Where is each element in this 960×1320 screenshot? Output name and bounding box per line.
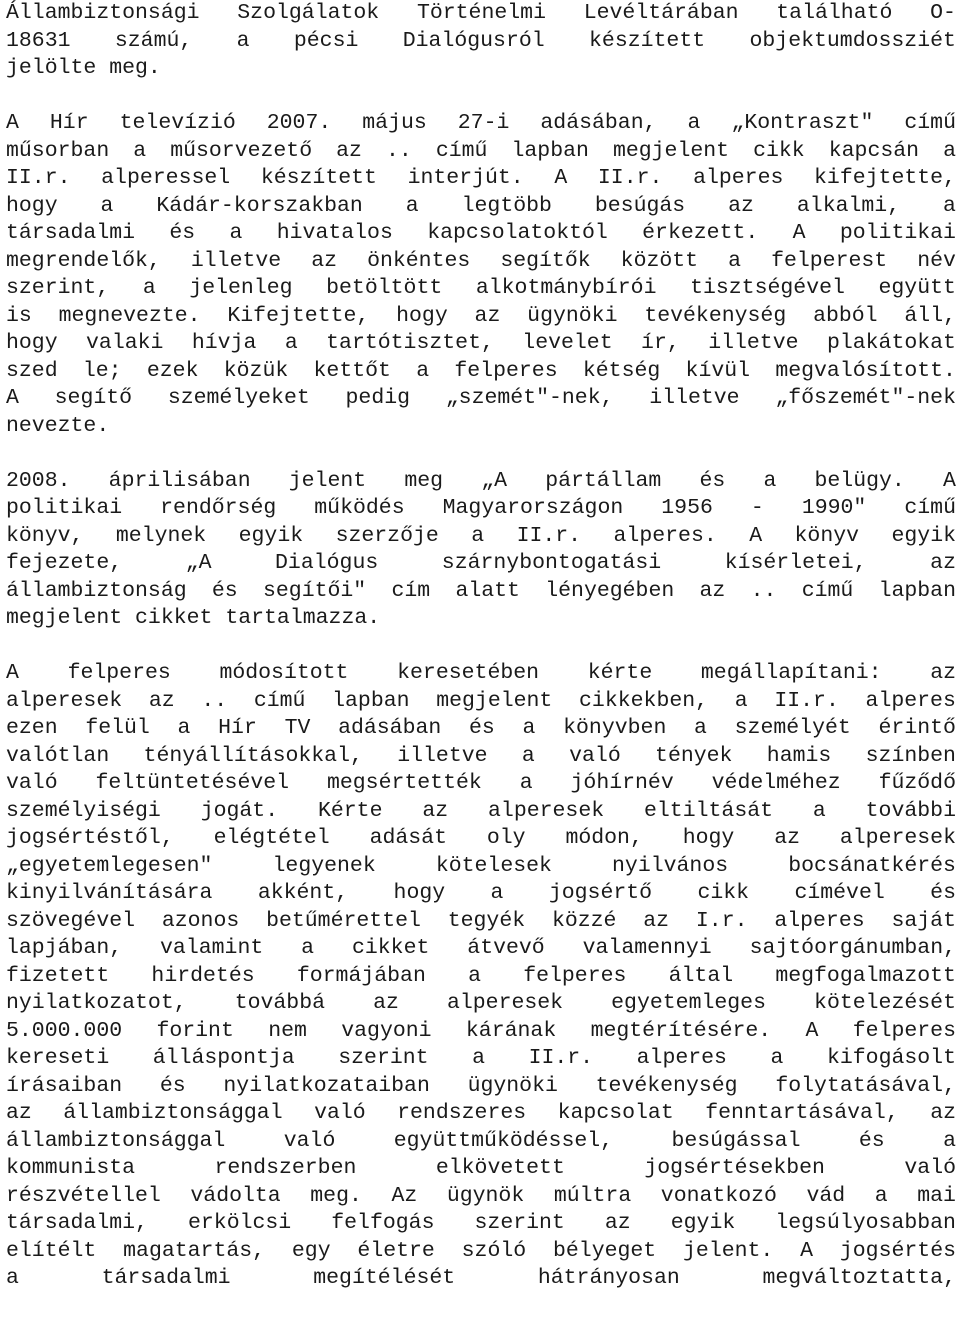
text-line: lapjában, valamint a cikket átvevő valamennyi sajtóorgánumban, xyxy=(6,936,956,960)
text-line: műsorban a műsorvezető az .. című lapban megjelent cikk kapcsán a xyxy=(6,138,956,163)
text-line: írásaiban és nyilatkozataiban ügynöki tevékenység folytatásával, xyxy=(6,1073,956,1098)
text-line: 18631 számú, a pécsi Dialógusról készített objektumdossziét xyxy=(6,28,956,53)
text-line: az állambiztonsággal való rendszeres kapcsolat fenntartásával, az xyxy=(6,1101,956,1125)
paragraph xyxy=(6,468,956,633)
text-line: politikai rendőrség működés Magyarországon 1956 - 1990" című xyxy=(6,496,956,520)
document-page xyxy=(6,0,956,1320)
text-line: szed le; ezek közük kettőt a felperes kétség kívül megvalósított. xyxy=(6,358,956,383)
text-line: ezen felül a Hír TV adásában és a könyvben a személyét érintő xyxy=(6,716,956,740)
text-line: társadalmi, erkölcsi felfogás szerint az egyik legsúlyosabban xyxy=(6,1211,956,1235)
text-line: A segítő személyeket pedig „szemét"-nek, illetve „főszemét"-nek xyxy=(6,386,956,410)
paragraph xyxy=(6,0,956,83)
text-line: nevezte. xyxy=(6,413,110,438)
text-line: való feltüntetésével megsértették a jóhírnév védelméhez fűződő xyxy=(6,771,956,795)
text-line: részvétellel vádolta meg. Az ügynök múltra vonatkozó vád a mai xyxy=(6,1183,956,1208)
text-line: „egyetemlegesen" legyenek kötelesek nyilvános bocsánatkérés xyxy=(6,853,956,878)
text-line: szerint, a jelenleg betöltött alkotmánybírói tisztségével együtt xyxy=(6,276,956,300)
text-line: megrendelők, illetve az önkéntes segítők között a felperest név xyxy=(6,248,956,273)
text-line: fejezete, „A Dialógus szárnybontogatási kísérletei, az xyxy=(6,551,956,575)
text-line: jogsértéstől, elégtétel adását oly módon, hogy az alperesek xyxy=(6,826,956,850)
text-line: II.r. alperessel készített interjút. A II.r. alperes kifejtette, xyxy=(6,166,956,190)
text-line: A felperes módosított keresetében kérte megállapítani: az xyxy=(6,661,956,685)
text-line: nyilatkozatot, továbbá az alperesek egyetemleges kötelezését xyxy=(6,991,956,1015)
text-line: személyiségi jogát. Kérte az alperesek eltiltását a további xyxy=(6,798,956,823)
text-line: hogy valaki hívja a tartótisztet, levelet ír, illetve plakátokat xyxy=(6,331,956,355)
text-line: kereseti álláspontja szerint a II.r. alperes a kifogásolt xyxy=(6,1046,956,1070)
text-line: kinyilvánítására akként, hogy a jogsértő cikk címével és xyxy=(6,881,956,905)
paragraph xyxy=(6,660,956,1293)
text-line: 5.000.000 forint nem vagyoni kárának megtérítésére. A felperes xyxy=(6,1018,956,1043)
text-line: állambiztonsággal való együttműködéssel, besúgással és a xyxy=(6,1128,956,1153)
text-line: megjelent cikket tartalmazza. xyxy=(6,606,381,630)
text-line: is megnevezte. Kifejtette, hogy az ügynöki tevékenység abból áll, xyxy=(6,303,956,328)
text-line: társadalmi és a hivatalos kapcsolatoktól érkezett. A politikai xyxy=(6,221,956,245)
text-line: állambiztonság és segítői" cím alatt lényegében az .. című lapban xyxy=(6,578,956,603)
text-line: könyv, melynek egyik szerzője a II.r. alperes. A könyv egyik xyxy=(6,523,956,548)
text-line: fizetett hirdetés formájában a felperes által megfogalmazott xyxy=(6,963,956,988)
text-line: elítélt magatartás, egy életre szóló bélyeget jelent. A jogsértés xyxy=(6,1238,956,1263)
text-line: alperesek az .. című lapban megjelent cikkekben, a II.r. alperes xyxy=(6,688,956,713)
text-line: Állambiztonsági Szolgálatok Történelmi Levéltárában található O- xyxy=(6,1,956,25)
text-line: valótlan tényállításokkal, illetve a való tények hamis színben xyxy=(6,743,956,768)
text-line: jelölte meg. xyxy=(6,56,161,80)
text-line: 2008. áprilisában jelent meg „A pártállam és a belügy. A xyxy=(6,468,956,493)
text-line: A Hír televízió 2007. május 27-i adásában, a „Kontraszt" című xyxy=(6,111,956,135)
text-line: szövegével azonos betűmérettel tegyék közzé az I.r. alperes saját xyxy=(6,908,956,933)
text-line: a társadalmi megítélését hátrányosan megváltoztatta, xyxy=(6,1266,956,1290)
text-line: hogy a Kádár-korszakban a legtöbb besúgás az alkalmi, a xyxy=(6,193,956,218)
text-line: kommunista rendszerben elkövetett jogsértésekben való xyxy=(6,1156,956,1180)
paragraph xyxy=(6,110,956,440)
